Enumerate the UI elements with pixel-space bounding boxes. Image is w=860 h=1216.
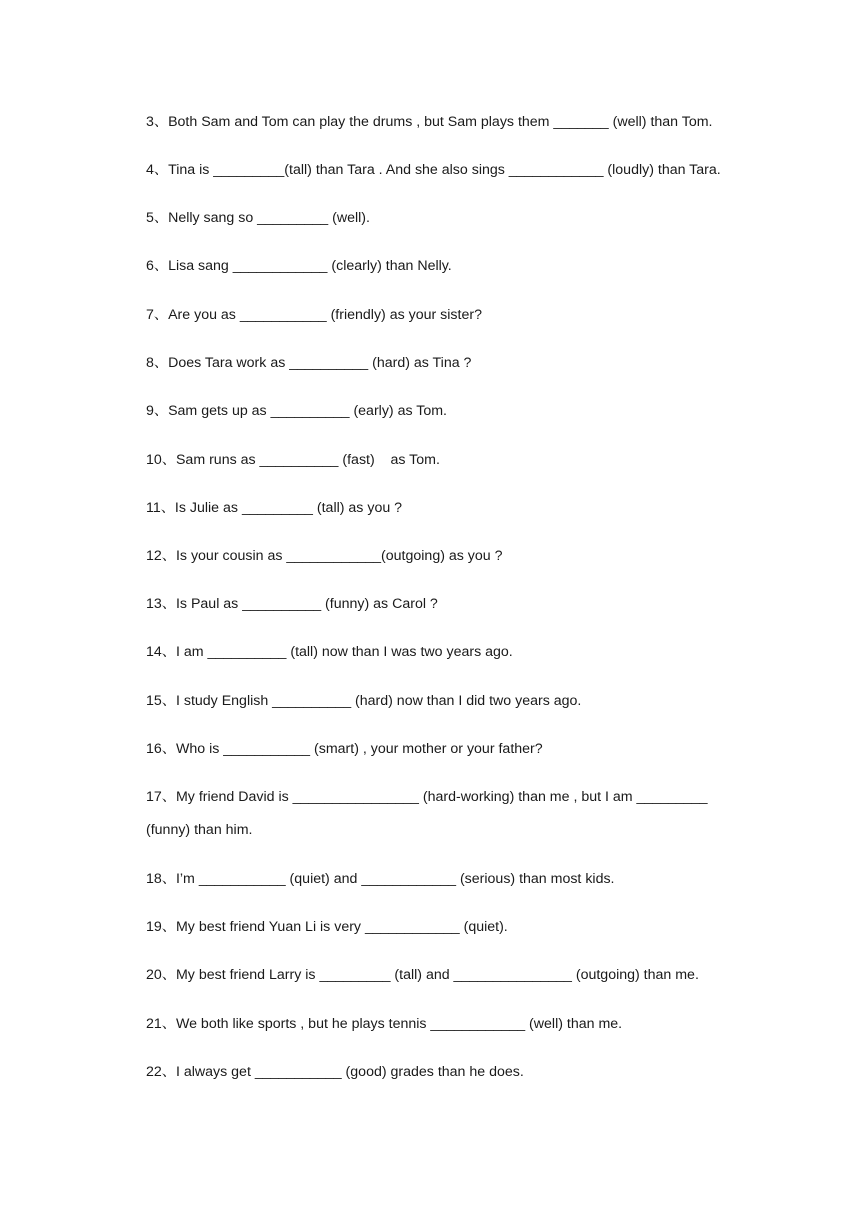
question-15: 15、I study English __________ (hard) now than I did two years ago.: [146, 693, 582, 709]
question-4: 4、Tina is _________(tall) than Tara . And she also sings ____________ (loudly) than Tara.: [146, 162, 721, 178]
question-21: 21、We both like sports , but he plays tennis ____________ (well) than me.: [146, 1016, 623, 1032]
question-17-continuation: (funny) than him.: [146, 822, 253, 838]
question-20: 20、My best friend Larry is _________ (tall) and _______________ (outgoing) than me.: [146, 967, 699, 983]
question-7: 7、Are you as ___________ (friendly) as your sister?: [146, 307, 482, 323]
question-16: 16、Who is ___________ (smart) , your mother or your father?: [146, 741, 543, 757]
question-10: 10、Sam runs as __________ (fast) as Tom.: [146, 452, 440, 468]
question-11: 11、Is Julie as _________ (tall) as you ?: [146, 500, 403, 516]
question-19: 19、My best friend Yuan Li is very ____________ (quiet).: [146, 919, 508, 935]
question-12: 12、Is your cousin as ____________(outgoing) as you ?: [146, 548, 503, 564]
question-5: 5、Nelly sang so _________ (well).: [146, 210, 370, 226]
question-18: 18、I’m ___________ (quiet) and ____________ (serious) than most kids.: [146, 871, 615, 887]
question-6: 6、Lisa sang ____________ (clearly) than Nelly.: [146, 258, 452, 274]
question-3: 3、Both Sam and Tom can play the drums , but Sam plays them _______ (well) than Tom.: [146, 114, 713, 130]
question-14: 14、I am __________ (tall) now than I was two years ago.: [146, 644, 513, 660]
question-17: 17、My friend David is ________________ (hard-working) than me , but I am _________: [146, 789, 708, 805]
question-8: 8、Does Tara work as __________ (hard) as Tina ?: [146, 355, 472, 371]
question-9: 9、Sam gets up as __________ (early) as Tom.: [146, 403, 447, 419]
question-13: 13、Is Paul as __________ (funny) as Carol ?: [146, 596, 438, 612]
question-22: 22、I always get ___________ (good) grades than he does.: [146, 1064, 524, 1080]
